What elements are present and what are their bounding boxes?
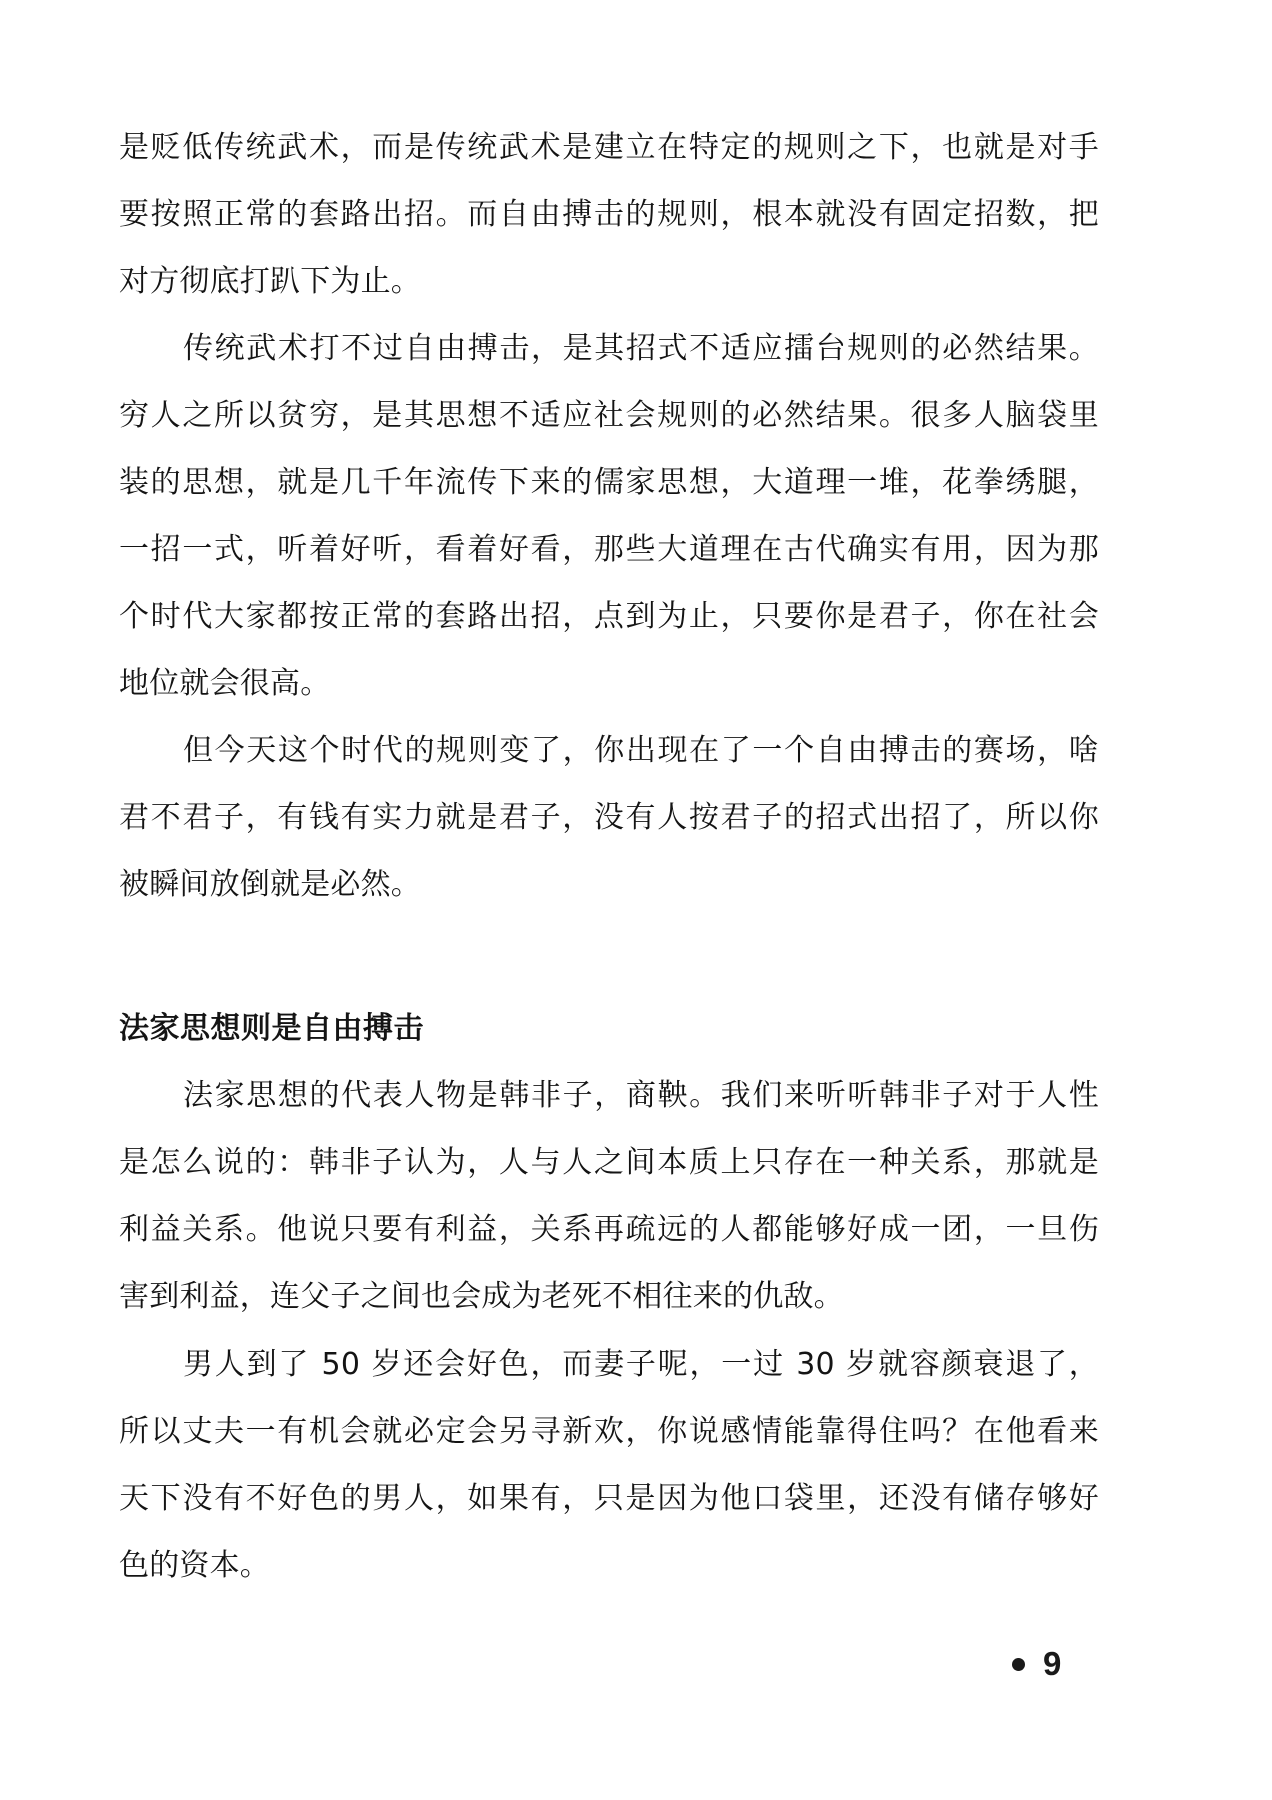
text-line: 对方彻底打趴下为止。 bbox=[119, 264, 421, 299]
text-line: 是怎么说的：韩非子认为，人与人之间本质上只存在一种关系，那就是 bbox=[119, 1145, 1099, 1180]
paragraph bbox=[119, 315, 1099, 717]
text-line: 传统武术打不过自由搏击，是其招式不适应擂台规则的必然结果。 bbox=[183, 331, 1099, 366]
page-number: 9 bbox=[1043, 1645, 1062, 1682]
text-line: 但今天这个时代的规则变了，你出现在了一个自由搏击的赛场，啥 bbox=[183, 733, 1099, 768]
text-line: 个时代大家都按正常的套路出招，点到为止，只要你是君子，你在社会 bbox=[119, 599, 1099, 634]
text-line: 一招一式，听着好听，看着好看，那些大道理在古代确实有用，因为那 bbox=[119, 532, 1099, 567]
bullet-icon bbox=[1012, 1658, 1025, 1671]
text-line: 要按照正常的套路出招。而自由搏击的规则，根本就没有固定招数，把 bbox=[119, 197, 1099, 232]
text-line: 所以丈夫一有机会就必定会另寻新欢，你说感情能靠得住吗？在他看来 bbox=[119, 1414, 1099, 1449]
text-line: 害到利益，连父子之间也会成为老死不相往来的仇敌。 bbox=[119, 1279, 844, 1314]
text-line: 地位就会很高。 bbox=[119, 666, 331, 701]
paragraph bbox=[119, 1062, 1099, 1330]
page-footer bbox=[1012, 1642, 1061, 1686]
text-line: 利益关系。他说只要有利益，关系再疏远的人都能够好成一团，一旦伤 bbox=[119, 1212, 1099, 1247]
text-line: 是贬低传统武术，而是传统武术是建立在特定的规则之下，也就是对手 bbox=[119, 130, 1099, 165]
text-line: 法家思想的代表人物是韩非子，商鞅。我们来听听韩非子对于人性 bbox=[183, 1078, 1099, 1113]
text-line: 天下没有不好色的男人，如果有，只是因为他口袋里，还没有储存够好 bbox=[119, 1481, 1099, 1516]
text-line: 被瞬间放倒就是必然。 bbox=[119, 867, 421, 902]
paragraph bbox=[119, 717, 1099, 918]
text-line: 装的思想，就是几千年流传下来的儒家思想，大道理一堆，花拳绣腿， bbox=[119, 465, 1099, 500]
paragraph bbox=[119, 1331, 1099, 1599]
text-line: 色的资本。 bbox=[119, 1548, 270, 1583]
text-line: 君不君子，有钱有实力就是君子，没有人按君子的招式出招了，所以你 bbox=[119, 800, 1099, 835]
section-heading: 法家思想则是自由搏击 bbox=[119, 1011, 424, 1046]
paragraph bbox=[119, 114, 1099, 315]
text-line: 男人到了 50 岁还会好色，而妻子呢，一过 30 岁就容颜衰退了， bbox=[183, 1347, 1099, 1382]
text-line: 穷人之所以贫穷，是其思想不适应社会规则的必然结果。很多人脑袋里 bbox=[119, 398, 1099, 433]
